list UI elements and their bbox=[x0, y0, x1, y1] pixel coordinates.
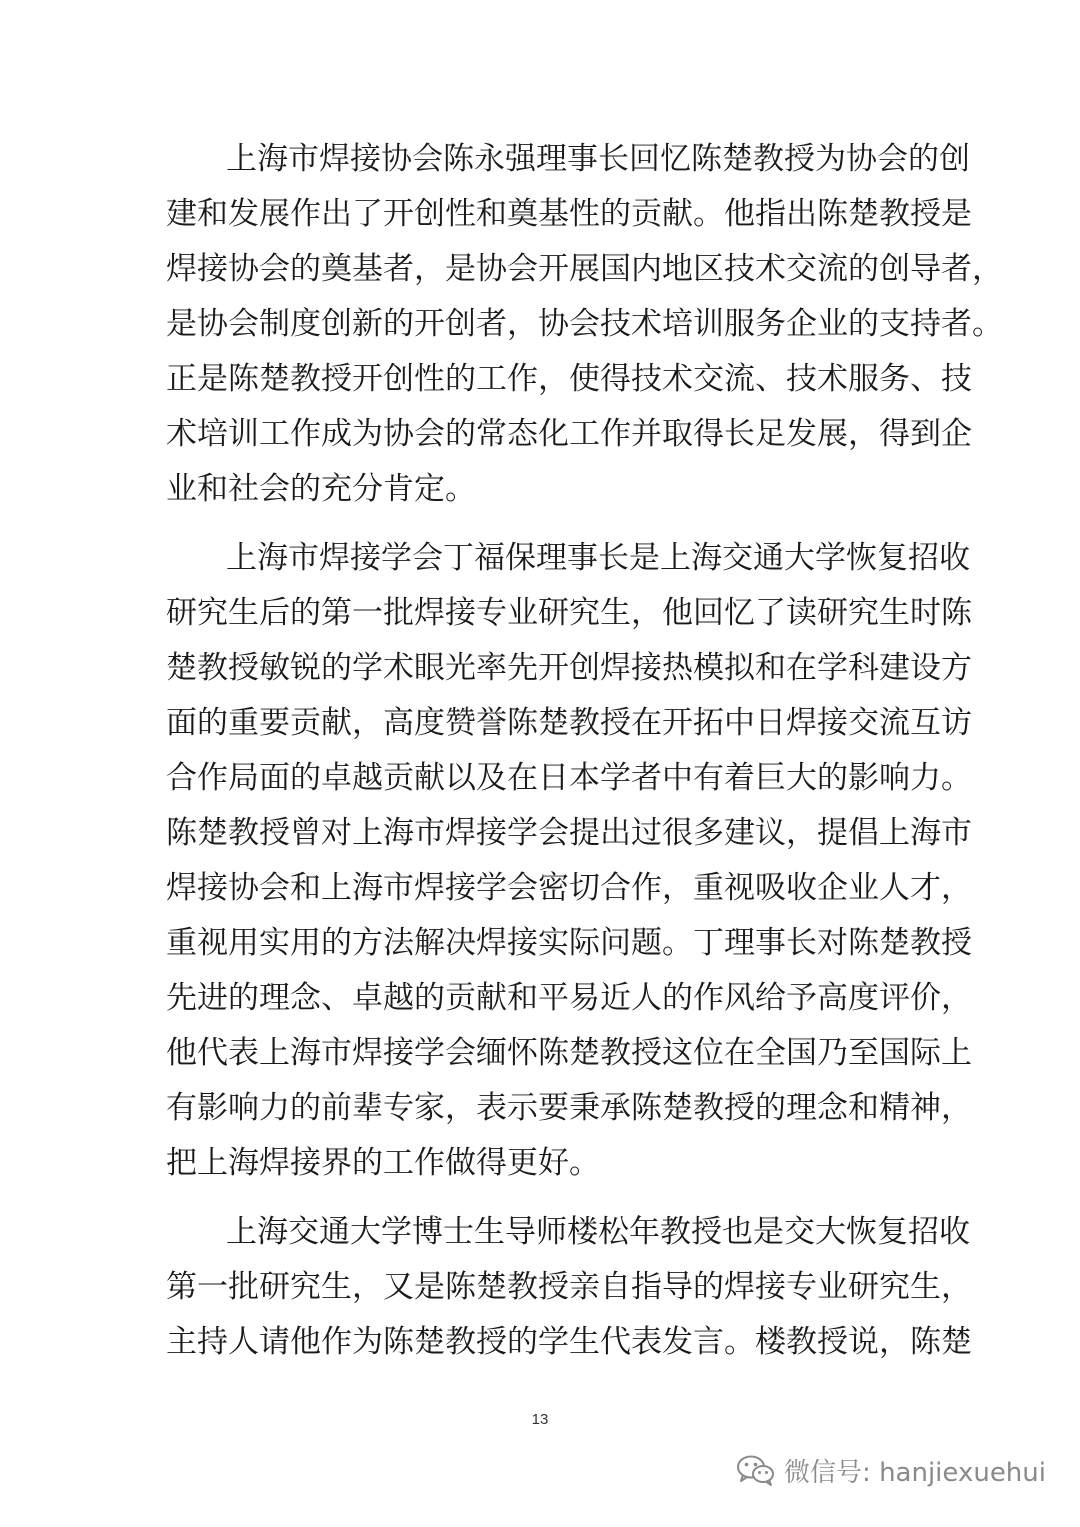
text-line: 第一批研究生，又是陈楚教授亲自指导的焊接专业研究生， bbox=[166, 1269, 972, 1305]
text-line: 有影响力的前辈专家，表示要秉承陈楚教授的理念和精神， bbox=[166, 1090, 972, 1126]
text-line: 合作局面的卓越贡献以及在日本学者中有着巨大的影响力。 bbox=[166, 760, 972, 796]
text-line: 陈楚教授曾对上海市焊接学会提出过很多建议，提倡上海市 bbox=[166, 815, 972, 851]
watermark-text: 微信号: hanjiexuehui bbox=[784, 1457, 1046, 1488]
text-line: 焊接协会的奠基者，是协会开展国内地区技术交流的创导者， bbox=[166, 251, 1003, 287]
text-line: 主持人请他作为陈楚教授的学生代表发言。楼教授说，陈楚 bbox=[166, 1324, 972, 1360]
text-line: 先进的理念、卓越的贡献和平易近人的作风给予高度评价， bbox=[166, 980, 972, 1016]
text-line: 重视用实用的方法解决焊接实际问题。丁理事长对陈楚教授 bbox=[166, 925, 972, 961]
text-line: 楚教授敏锐的学术眼光率先开创焊接热模拟和在学科建设方 bbox=[166, 650, 972, 686]
wechat-icon bbox=[736, 1453, 776, 1487]
text-line: 是协会制度创新的开创者，协会技术培训服务企业的支持者。 bbox=[166, 306, 1003, 342]
text-line: 建和发展作出了开创性和奠基性的贡献。他指出陈楚教授是 bbox=[166, 196, 972, 232]
text-line: 业和社会的充分肯定。 bbox=[166, 471, 476, 507]
text-line: 把上海焊接界的工作做得更好。 bbox=[166, 1145, 600, 1181]
text-line: 面的重要贡献，高度赞誉陈楚教授在开拓中日焊接交流互访 bbox=[166, 705, 972, 741]
text-line: 上海市焊接学会丁福保理事长是上海交通大学恢复招收 bbox=[226, 540, 970, 576]
text-line: 上海市焊接协会陈永强理事长回忆陈楚教授为协会的创 bbox=[226, 141, 970, 177]
text-line: 他代表上海市焊接学会缅怀陈楚教授这位在全国乃至国际上 bbox=[166, 1035, 972, 1071]
text-line: 焊接协会和上海市焊接学会密切合作，重视吸收企业人才， bbox=[166, 870, 972, 906]
page-number: 13 bbox=[531, 1411, 549, 1428]
text-line: 术培训工作成为协会的常态化工作并取得长足发展，得到企 bbox=[166, 416, 972, 452]
text-line: 正是陈楚教授开创性的工作，使得技术交流、技术服务、技 bbox=[166, 361, 972, 397]
text-line: 上海交通大学博士生导师楼松年教授也是交大恢复招收 bbox=[226, 1214, 970, 1250]
wechat-watermark bbox=[736, 1452, 1046, 1488]
text-line: 研究生后的第一批焊接专业研究生，他回忆了读研究生时陈 bbox=[166, 595, 972, 631]
